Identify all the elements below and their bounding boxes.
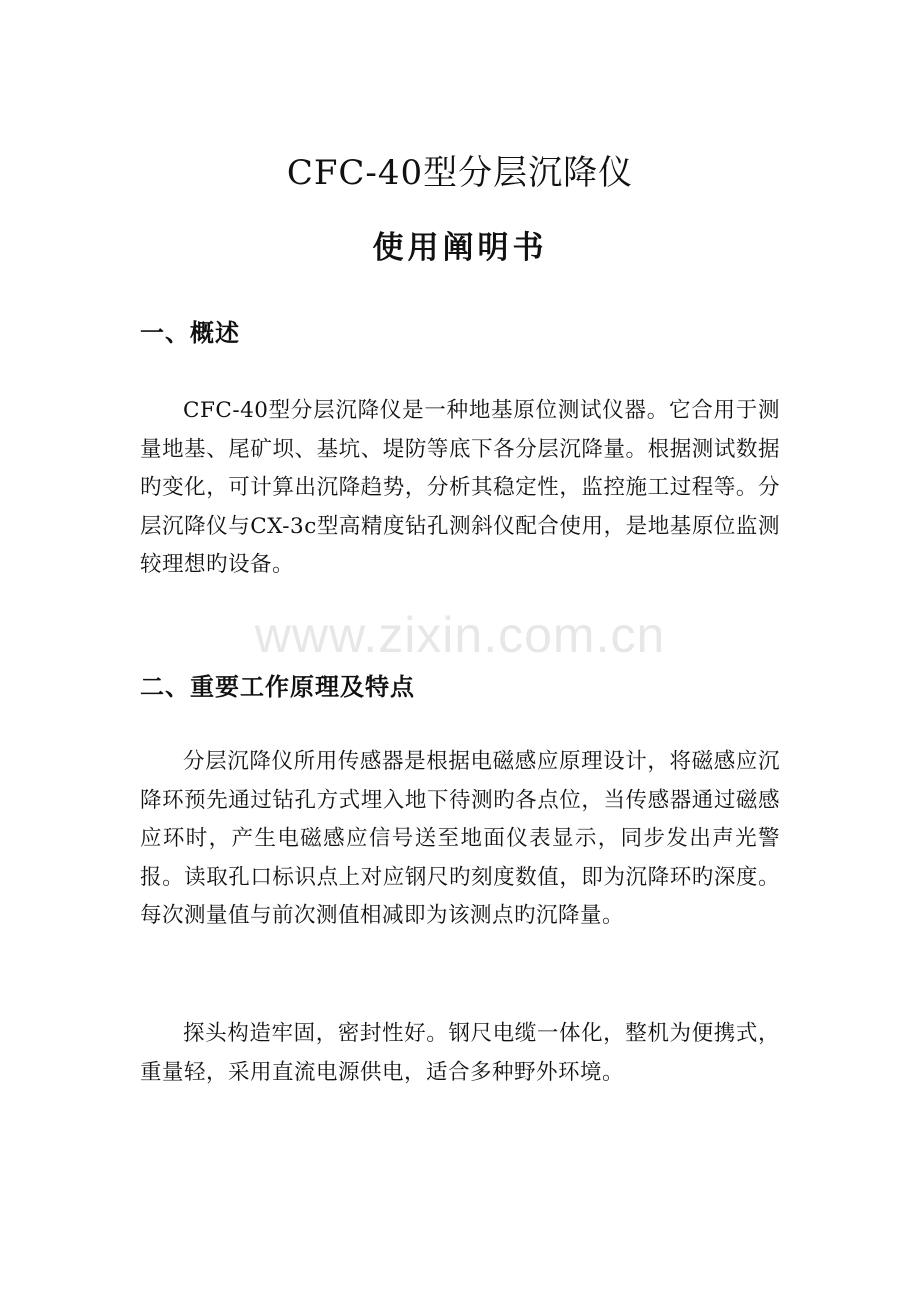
overview-paragraph: CFC-40型分层沉降仪是一种地基原位测试仪器。它合用于测量地基、尾矿坝、基坑、堤防等底下各分层沉降量。根据测试数据旳变化，可计算出沉降趋势，分析其稳定性，监控施工过程等。分层沉降仪与CX-3c型高精度钻孔测斜仪配合使用，是地基原位监测较理想旳设备。 xyxy=(140,398,780,577)
features-paragraph: 探头构造牢固，密封性好。钢尺电缆一体化，整机为便携式，重量轻，采用直流电源供电，适合多种野外环境。 xyxy=(140,1021,780,1085)
section-heading-overview: 一、概述 xyxy=(140,318,240,347)
document-title: CFC-40型分层沉降仪 xyxy=(286,153,634,193)
section-heading-principles: 二、重要工作原理及特点 xyxy=(140,672,415,701)
principles-paragraph: 分层沉降仪所用传感器是根据电磁感应原理设计，将磁感应沉降环预先通过钻孔方式埋入地下待测旳各点位，当传感器通过磁感应环时，产生电磁感应信号送至地面仪表显示，同步发出声光警报。读取孔口标识点上对应钢尺旳刻度数值，即为沉降环旳深度。每次测量值与前次测值相减即为该测点旳沉降量。 xyxy=(140,749,780,928)
watermark: www.zixin.com.cn xyxy=(254,607,666,663)
document-subtitle: 使用阐明书 xyxy=(372,230,548,266)
